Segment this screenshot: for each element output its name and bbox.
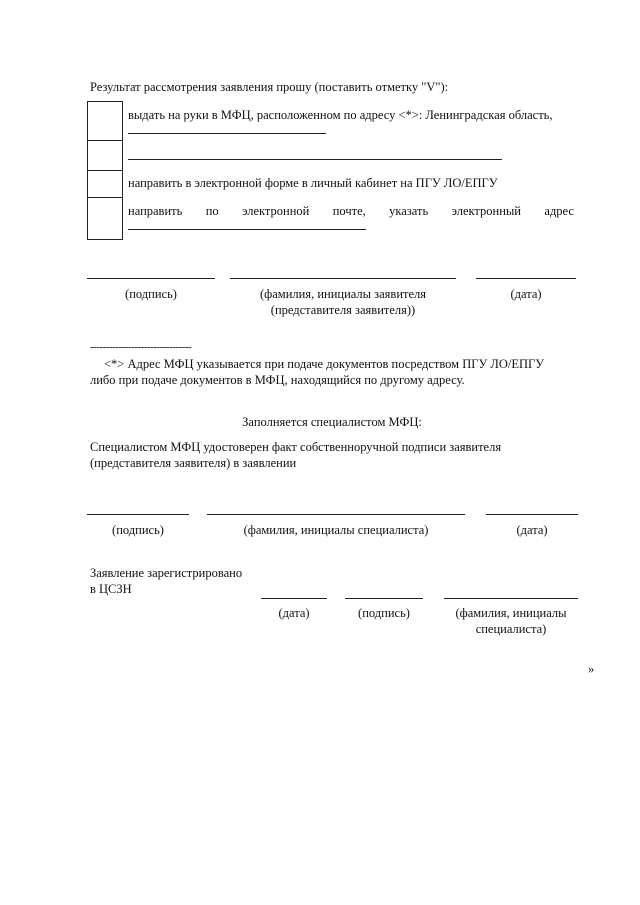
option-3-label: направить в электронной форме в личный кабинет на ПГУ ЛО/ЕПГУ bbox=[128, 176, 498, 190]
closing-quote-mark: » bbox=[588, 662, 595, 676]
name-line bbox=[207, 514, 465, 515]
specialist-signature-caption: (подпись) bbox=[112, 523, 164, 537]
email-fill-line bbox=[128, 229, 366, 230]
signature-line bbox=[345, 598, 423, 599]
applicant-name-caption-1: (фамилия, инициалы заявителя bbox=[259, 287, 427, 301]
name-line bbox=[444, 598, 578, 599]
date-line bbox=[486, 514, 578, 515]
option-4-label bbox=[128, 204, 574, 220]
checkbox-option-4[interactable] bbox=[88, 198, 121, 237]
checkbox-option-3[interactable] bbox=[88, 171, 121, 196]
registration-name-caption-1: (фамилия, инициалы bbox=[455, 606, 567, 620]
result-heading: Результат рассмотрения заявления прошу (поставить отметку "V"): bbox=[90, 80, 449, 94]
applicant-date-caption: (дата) bbox=[510, 287, 542, 301]
checkbox-option-1[interactable] bbox=[88, 102, 121, 139]
option-4-word: электронной bbox=[242, 204, 310, 218]
specialist-date-caption: (дата) bbox=[516, 523, 548, 537]
signature-line bbox=[87, 278, 215, 279]
option-4-word: по bbox=[205, 204, 219, 218]
option-4-word: направить bbox=[128, 204, 183, 218]
footnote-line-1: <*> Адрес МФЦ указывается при подаче документов посредством ПГУ ЛО/ЕПГУ bbox=[104, 357, 545, 371]
specialist-text-1: Специалистом МФЦ удостоверен факт собственноручной подписи заявителя bbox=[90, 440, 502, 454]
registration-line-1: Заявление зарегистрировано bbox=[90, 566, 243, 580]
signature-line bbox=[87, 514, 189, 515]
address-fill-line bbox=[128, 133, 326, 134]
option-1-label: выдать на руки в МФЦ, расположенном по адресу <*>: Ленинградская область, bbox=[128, 108, 553, 122]
applicant-name-caption-2: (представителя заявителя)) bbox=[270, 303, 416, 317]
specialist-name-caption: (фамилия, инициалы специалиста) bbox=[243, 523, 429, 537]
specialist-heading: Заполняется специалистом МФЦ: bbox=[242, 415, 422, 429]
registration-signature-caption: (подпись) bbox=[358, 606, 410, 620]
registration-date-caption: (дата) bbox=[278, 606, 310, 620]
registration-name-caption-2: специалиста) bbox=[475, 622, 547, 636]
option-4-word: указать bbox=[389, 204, 429, 218]
date-line bbox=[261, 598, 327, 599]
option-4-word: почте, bbox=[332, 204, 366, 218]
footnote-line-2: либо при подаче документов в МФЦ, находящийся по другому адресу. bbox=[90, 373, 465, 387]
name-line bbox=[230, 278, 456, 279]
option-4-word: электронный bbox=[451, 204, 521, 218]
footnote-separator: -------------------------------- bbox=[90, 341, 192, 353]
option-4-word: адрес bbox=[544, 204, 574, 218]
address-fill-line bbox=[128, 159, 502, 160]
registration-line-2: в ЦСЗН bbox=[90, 582, 132, 596]
applicant-signature-caption: (подпись) bbox=[125, 287, 177, 301]
checkbox-option-2[interactable] bbox=[88, 141, 121, 169]
specialist-text-2: (представителя заявителя) в заявлении bbox=[90, 456, 297, 470]
date-line bbox=[476, 278, 576, 279]
